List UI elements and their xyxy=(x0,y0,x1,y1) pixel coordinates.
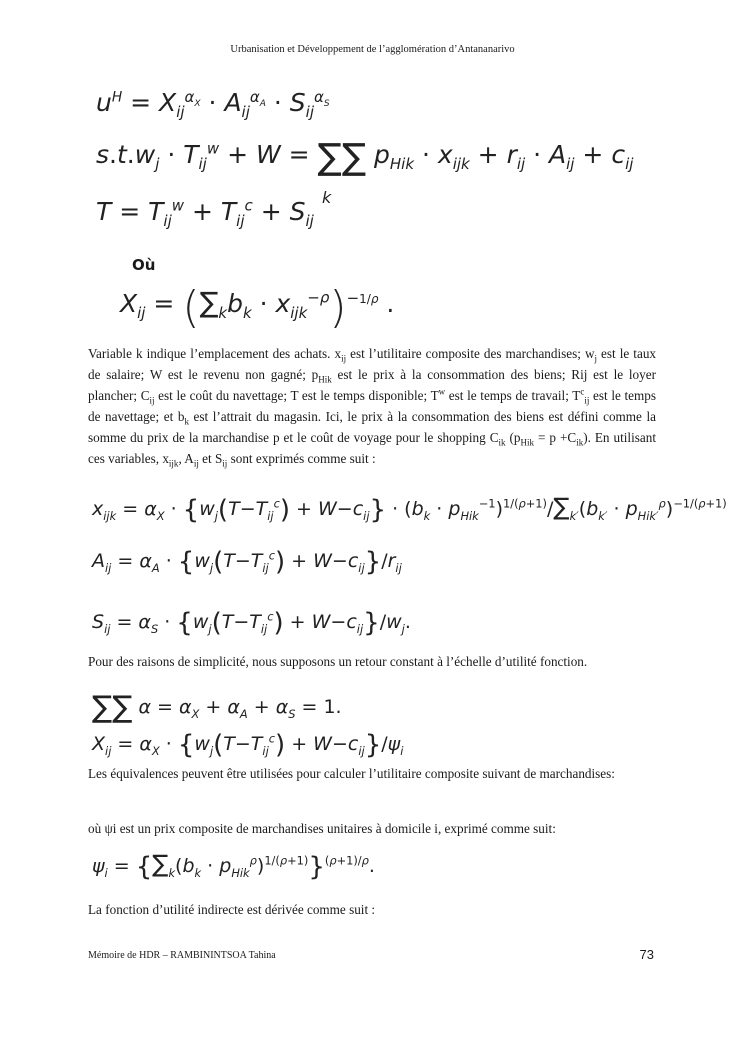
paragraph-simplicity: Pour des raisons de simplicité, nous supposons un retour constant à l’échelle d’utilité fonction. xyxy=(88,654,588,669)
paragraph-equivalences: Les équivalences peuvent être utilisées pour calculer l’utilitaire composite suivant de marchandises: xyxy=(88,766,615,781)
equation-psi: $\psi_i = \{\sum_k(b_k \cdot p_{Hik}^\rho)^{1/(\rho+1)}\}^{(\rho+1)/\rho}$. xyxy=(92,850,375,882)
ou-label: Où xyxy=(132,256,156,274)
equation-budget: $s.t.w_j \cdot T_{ij}^w + W$ = ∑∑ $p_{Hik} \cdot x_{ijk} + r_{ij} \cdot A_{ij} + c_{ij}$ xyxy=(96,137,634,178)
equation-sum-alpha: ∑∑ $\alpha = \alpha_X + \alpha_A + \alpha_S = 1$. xyxy=(92,690,342,725)
equation-composite: $X_{ij} = (\sum_kb_k \cdot x_{ijk}^{-\rho})^{-1/\rho}$ . xyxy=(120,282,395,333)
footer-author: Mémoire de HDR – RAMBININTSOA Tahina xyxy=(88,950,276,961)
equation-utility: $u^H = X_{ij}^{\alpha_X} \cdot A_{ij}^{\alpha_A} \cdot S_{ij}^{\alpha_S}$ xyxy=(96,87,330,121)
paragraph-psi: où ψi est un prix composite de marchandises unitaires à domicile i, exprimé comme suit: xyxy=(88,821,556,836)
page-number: 73 xyxy=(639,947,654,962)
paragraph-indirect-utility: La fonction d’utilité indirecte est dérivée comme suit : xyxy=(88,902,376,917)
equation-aij: $A_{ij} = \alpha_A \cdot \{w_j(T-T_{ij}^c) + W-c_{ij}\}/r_{ij}$ xyxy=(92,547,402,577)
equation-xij-psi: $X_{ij} = \alpha_X \cdot \{w_j(T-T_{ij}^c) + W-c_{ij}\}/\psi_i$ xyxy=(92,730,404,760)
equation-xijk: $x_{ijk} = \alpha_X \cdot \{w_j(T-T_{ij}^c) + W-c_{ij}\} \cdot (b_k \cdot p_{Hik}^{-1})^{1/(\rho+1)}/\sum_{k'}(b_{k'} \cdot p_{Hik'}^\rho)^{-1/(\rho+1)}$ xyxy=(92,493,727,525)
equation-time: $T = T_{ij}^w + T_{ij}^c + S_{ij}$ xyxy=(96,196,314,230)
sum-index-k: k xyxy=(322,188,332,207)
running-header: Urbanisation et Développement de l’agglomération d’Antananarivo xyxy=(230,44,515,55)
paragraph-variables: Variable k indique l’emplacement des achats. $x_{ij}$ est l’utilitaire composite des marchandises; $w_j$ est le taux de salaire; W est le revenu non gagné; $p_{Hik}$ est le prix à la consommation des biens; Rij est le loyer plancher; $C_{ij}$ est le coût du navettage; T est le temps disponible; $T^w$ est le temps de travail; $T^c_{ij}$ est le temps de navettage; et $b_k$ est l’attrait du magasin. Ici, le prix à la consommation des biens est défini comme la somme du prix de la marchandise p et le coût de voyage pour le shopping $C_{ik}$ $(p_{Hik} = p +C_{ik})$. En utilisant ces variables, $x_{ijk}$, $A_{ij}$ et $S_{ij}$ sont exprimés comme suit : xyxy=(88,346,657,469)
equation-sij: $S_{ij} = \alpha_S \cdot \{w_j(T-T_{ij}^c) + W-c_{ij}\}/w_j$. xyxy=(92,608,411,638)
